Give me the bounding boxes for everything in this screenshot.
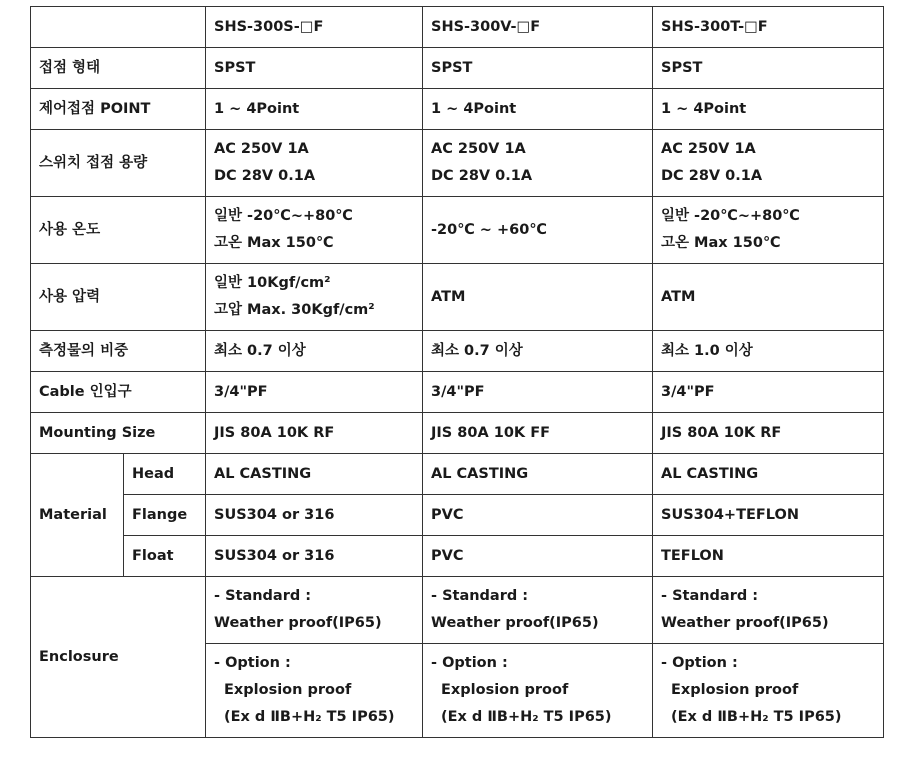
cell-value: SUS304 or 316 [206,536,423,577]
row-mounting-size [31,413,884,454]
cell-value: 1 ~ 4Point [206,89,423,130]
cell-line: - Standard : [431,588,529,604]
cell-line: ATM [661,288,696,305]
cell-value: PVC [423,495,653,536]
header-row [31,7,884,48]
cell-value: JIS 80A 10K FF [423,413,653,454]
cell-value [206,577,423,644]
cell-value: 1 ~ 4Point [423,89,653,130]
cell-value: 최소 0.7 이상 [206,331,423,372]
row-label: 사용 온도 [31,197,206,264]
row-enclosure-standard [31,577,884,644]
header-blank-cell [31,7,206,48]
cell-line: -20℃ ~ +60℃ [431,221,547,238]
cell-line: ATM [431,288,466,305]
spec-table [30,6,884,738]
cell-value [423,644,653,738]
row-cable-entry [31,372,884,413]
cell-value [653,197,884,264]
row-control-point [31,89,884,130]
cell-line: 고온 Max 150℃ [661,235,781,251]
enclosure-label: Enclosure [31,577,206,738]
cell-line: DC 28V 0.1A [661,168,763,184]
cell-value [423,197,653,264]
cell-value [206,644,423,738]
cell-value [423,130,653,197]
sub-label-head: Head [124,454,206,495]
cell-value: PVC [423,536,653,577]
cell-value: 1 ~ 4Point [653,89,884,130]
row-temperature [31,197,884,264]
cell-value [206,197,423,264]
cell-line: 일반 -20℃~+80℃ [661,208,800,224]
cell-line: AC 250V 1A [661,141,756,157]
cell-line: AC 250V 1A [214,141,309,157]
sub-label-float: Float [124,536,206,577]
row-material-flange [31,495,884,536]
cell-value [423,264,653,331]
cell-line: Weather proof(IP65) [661,615,829,631]
cell-value [653,577,884,644]
cell-line: Explosion proof [671,682,799,698]
cell-line: (Ex d ⅡB+H₂ T5 IP65) [671,709,842,725]
row-label: 측정물의 비중 [31,331,206,372]
cell-value: AL CASTING [653,454,884,495]
cell-value [653,130,884,197]
cell-line: 일반 -20℃~+80℃ [214,208,353,224]
cell-value [423,577,653,644]
cell-value [653,264,884,331]
row-label: Mounting Size [31,413,206,454]
row-material-float [31,536,884,577]
cell-line: Explosion proof [441,682,569,698]
cell-value: 3/4"PF [423,372,653,413]
cell-line: - Option : [431,655,508,671]
cell-value: 3/4"PF [653,372,884,413]
model-header-3: SHS-300T-□F [653,7,884,48]
row-material-head [31,454,884,495]
cell-value [653,644,884,738]
row-contact-type [31,48,884,89]
cell-line: DC 28V 0.1A [431,168,533,184]
cell-line: 고온 Max 150℃ [214,235,334,251]
cell-value: SPST [423,48,653,89]
cell-line: - Standard : [661,588,759,604]
cell-value: 3/4"PF [206,372,423,413]
cell-value: SUS304 or 316 [206,495,423,536]
row-specific-gravity [31,331,884,372]
cell-line: 일반 10Kgf/cm² [214,275,331,291]
cell-value: JIS 80A 10K RF [206,413,423,454]
row-label: 접점 형태 [31,48,206,89]
cell-value [206,264,423,331]
material-label: Material [31,454,124,577]
cell-value: AL CASTING [423,454,653,495]
cell-line: - Option : [214,655,291,671]
cell-line: Weather proof(IP65) [214,615,382,631]
row-label: 제어접점 POINT [31,89,206,130]
cell-value: 최소 1.0 이상 [653,331,884,372]
cell-line: - Standard : [214,588,312,604]
model-header-1: SHS-300S-□F [206,7,423,48]
cell-value: JIS 80A 10K RF [653,413,884,454]
row-label: 사용 압력 [31,264,206,331]
cell-line: 고압 Max. 30Kgf/cm² [214,302,375,318]
cell-value [206,130,423,197]
cell-line: Explosion proof [224,682,352,698]
row-pressure [31,264,884,331]
cell-line: Weather proof(IP65) [431,615,599,631]
row-label: 스위치 접점 용량 [31,130,206,197]
cell-line: AC 250V 1A [431,141,526,157]
sub-label-flange: Flange [124,495,206,536]
cell-value: AL CASTING [206,454,423,495]
model-header-2: SHS-300V-□F [423,7,653,48]
cell-value: 최소 0.7 이상 [423,331,653,372]
cell-value: SPST [653,48,884,89]
cell-line: (Ex d ⅡB+H₂ T5 IP65) [224,709,395,725]
cell-value: SPST [206,48,423,89]
cell-line: - Option : [661,655,738,671]
cell-value: TEFLON [653,536,884,577]
row-switch-capacity [31,130,884,197]
row-label: Cable 인입구 [31,372,206,413]
cell-line: DC 28V 0.1A [214,168,316,184]
cell-line: (Ex d ⅡB+H₂ T5 IP65) [441,709,612,725]
cell-value: SUS304+TEFLON [653,495,884,536]
